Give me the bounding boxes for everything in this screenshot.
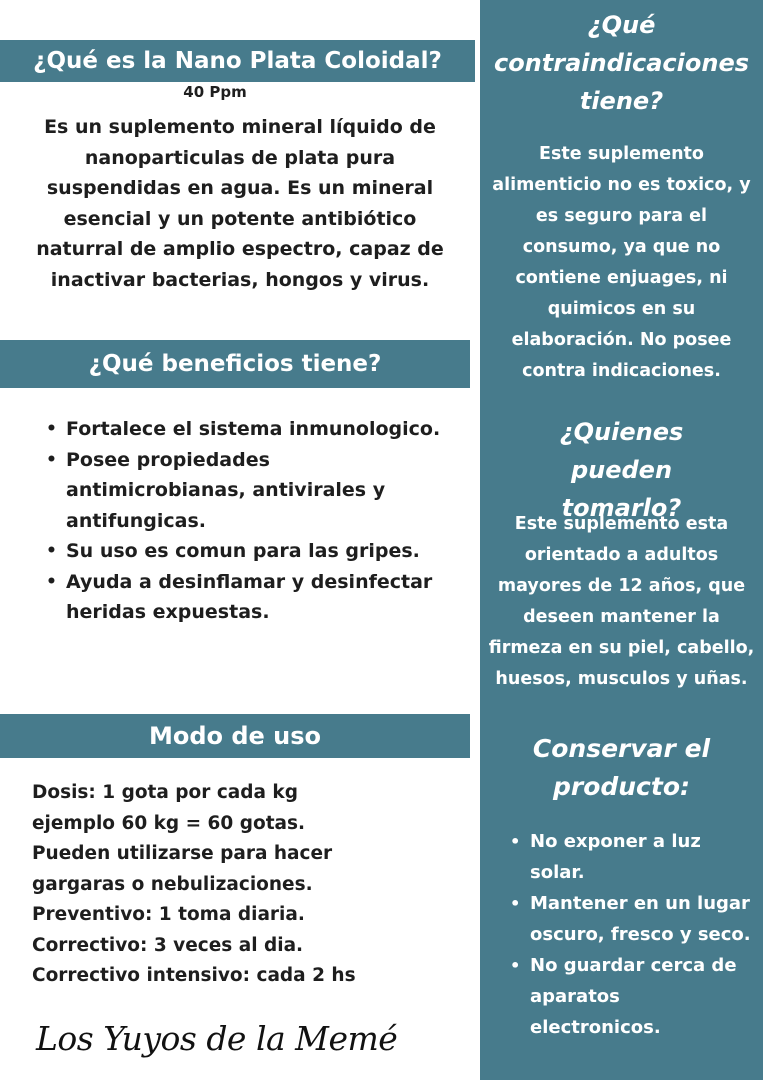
who-text: Este suplemento esta orientado a adultos mayores de 12 años, que deseen mantener la firmeza en su piel, cabello, huesos, musculos y uñas. xyxy=(488,514,755,689)
benefits-list xyxy=(46,414,456,628)
title-banner xyxy=(0,40,475,82)
usage-line: gargaras o nebulizaciones. xyxy=(32,873,313,895)
storage-list xyxy=(510,826,755,1043)
intro-paragraph: Es un suplemento mineral líquido de nanoparticulas de plata pura suspendidas en agua. Es un mineral esencial y un potente antibiótico naturral de amplio espectro, capaz de inactivar bacterias, hongos y virus. xyxy=(36,116,444,291)
usage-heading-banner xyxy=(0,714,470,758)
usage-line: Pueden utilizarse para hacer xyxy=(32,843,333,864)
benefits-heading: ¿Qué beneficios tiene? xyxy=(88,351,382,377)
contraindications-text: Este suplemento alimenticio no es toxico, y es seguro para el consumo, ya que no contiene enjuages, ni quimicos en su elaboración. No posee contra indicaciones. xyxy=(492,144,751,381)
who-heading: ¿Quienes pueden tomarlo? xyxy=(559,418,684,522)
usage-line: Dosis: 1 gota por cada kg xyxy=(32,782,298,803)
usage-heading: Modo de uso xyxy=(148,722,322,750)
benefit-item: • Ayuda a desinflamar y desinfectar heridas expuestas. xyxy=(46,567,456,628)
benefit-item: • Fortalece el sistema inmunologico. xyxy=(46,414,456,445)
benefits-heading-banner xyxy=(0,340,470,388)
storage-item: • Mantener en un lugar oscuro, fresco y seco. xyxy=(510,888,755,950)
storage-item: • No guardar cerca de aparatos electronicos. xyxy=(510,950,755,1043)
usage-line: ejemplo 60 kg = 60 gotas. xyxy=(32,812,306,834)
usage-line: Correctivo intensivo: cada 2 hs xyxy=(32,965,356,986)
contraindications-heading: ¿Qué contraindicaciones tiene? xyxy=(493,11,750,115)
usage-line: Preventivo: 1 toma diaria. xyxy=(32,904,305,925)
usage-line: Correctivo: 3 veces al dia. xyxy=(32,934,304,956)
concentration-label: 40 Ppm xyxy=(183,83,247,101)
benefit-item: • Posee propiedades antimicrobianas, antivirales y antifungicas. xyxy=(46,445,456,537)
right-column xyxy=(480,0,763,1080)
brand-signature: Los Yuyos de la Memé xyxy=(36,1019,398,1058)
benefit-item: • Su uso es comun para las gripes. xyxy=(46,536,456,567)
usage-instructions xyxy=(32,778,472,992)
page-title: ¿Qué es la Nano Plata Coloidal? xyxy=(33,48,442,74)
storage-heading: Conservar el producto: xyxy=(532,734,711,801)
storage-item: • No exponer a luz solar. xyxy=(510,826,755,888)
